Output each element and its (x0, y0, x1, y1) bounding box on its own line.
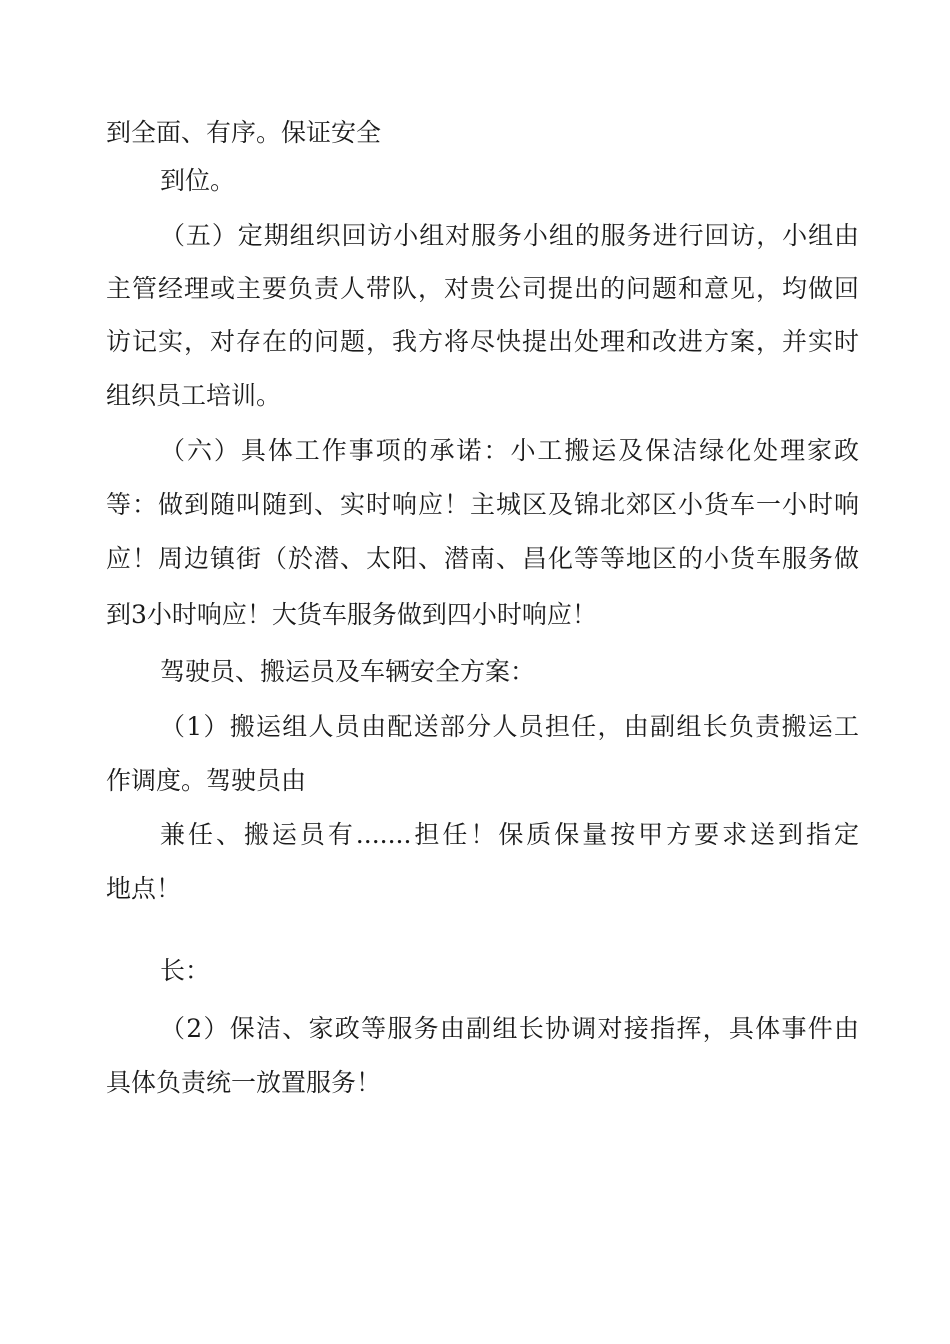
paragraph-line: 驾驶员、搬运员及车辆安全方案： (160, 657, 536, 686)
paragraph-line: 到位。 (160, 166, 236, 195)
paragraph-line: （1）搬运组人员由配送部分人员担任，由副组长负责搬运工 (160, 712, 859, 741)
paragraph-line: 到全面、有序。保证安全 (106, 118, 382, 147)
paragraph-line: 访记实，对存在的问题，我方将尽快提出处理和改进方案，并实时 (106, 327, 859, 356)
paragraph-line: 兼任、搬运员有.......担任！保质保量按甲方要求送到指定 (160, 820, 859, 849)
paragraph-line: 主管经理或主要负责人带队，对贵公司提出的问题和意见，均做回 (106, 274, 859, 303)
paragraph-line: 作调度。驾驶员由 (106, 766, 307, 795)
paragraph-line: 组织员工培训。 (106, 381, 282, 410)
paragraph-line: 到3小时响应！大货车服务做到四小时响应！ (106, 600, 597, 629)
paragraph-line: （2）保洁、家政等服务由副组长协调对接指挥，具体事件由 (160, 1014, 859, 1043)
paragraph-line: 长： (160, 956, 211, 985)
paragraph-line: 应！周边镇街（於潜、太阳、潜南、昌化等等地区的小货车服务做 (106, 544, 859, 573)
paragraph-line: （六）具体工作事项的承诺：小工搬运及保洁绿化处理家政 (160, 436, 859, 465)
paragraph-line: （五）定期组织回访小组对服务小组的服务进行回访，小组由 (160, 221, 859, 250)
paragraph-line: 等：做到随叫随到、实时响应！主城区及锦北郊区小货车一小时响 (106, 490, 859, 519)
paragraph-line: 具体负责统一放置服务！ (106, 1068, 382, 1097)
paragraph-line: 地点！ (106, 874, 182, 903)
